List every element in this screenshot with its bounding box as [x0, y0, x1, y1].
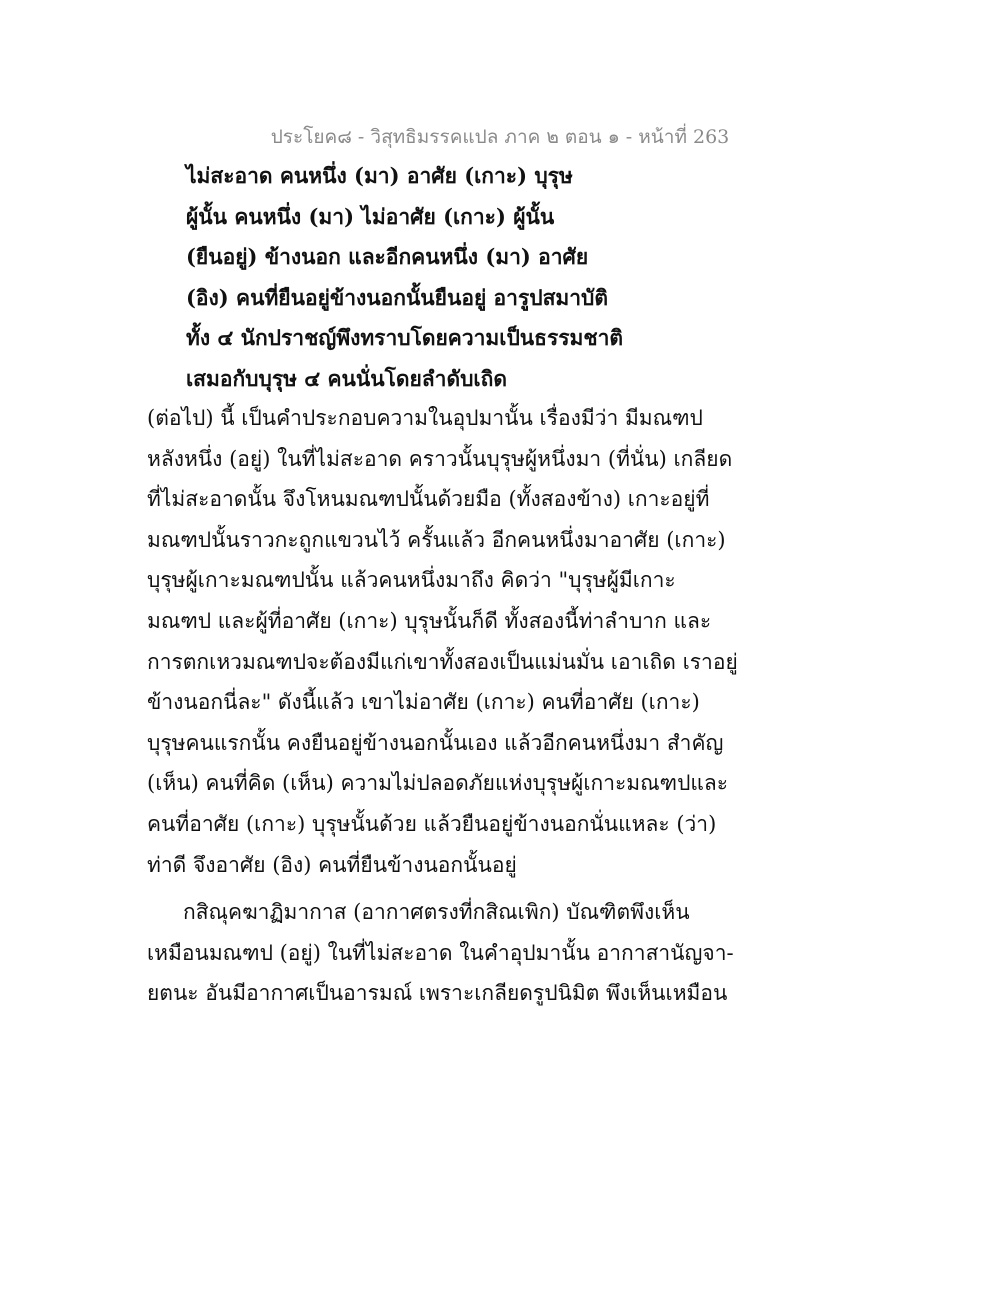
- text-line: (เห็น) คนที่คิด (เห็น) ความไม่ปลอดภัยแห่งบุรุษผู้เกาะมณฑปและ: [147, 771, 729, 796]
- text-line: เหมือนมณฑป (อยู่) ในที่ไม่สะอาด ในคำอุปมานั้น อากาสานัญจา-: [147, 940, 734, 965]
- paragraph-2: [147, 892, 867, 1014]
- bold-verse-line: (อิง) คนที่ยืนอยู่ข้างนอกนั้นยืนอยู่ อารูปสมาบัติ: [186, 284, 608, 310]
- text-line: ข้างนอกนี่ละ" ดังนี้แล้ว เขาไม่อาศัย (เกาะ) คนที่อาศัย (เกาะ): [147, 690, 700, 715]
- page-header: ประโยค๘ - วิสุทธิมรรคแปล ภาค ๒ ตอน ๑ - หน้าที่ 263: [270, 126, 730, 148]
- text-line: ยตนะ อันมีอากาศเป็นอารมณ์ เพราะเกลียดรูปนิมิต พึงเห็นเหมือน: [147, 981, 728, 1006]
- text-line: หลังหนึ่ง (อยู่) ในที่ไม่สะอาด คราวนั้นบุรุษผู้หนึ่งมา (ที่นั่น) เกลียด: [147, 446, 733, 471]
- body-text: [147, 398, 867, 1014]
- text-line: บุรุษผู้เกาะมณฑปนั้น แล้วคนหนึ่งมาถึง คิดว่า "บุรุษผู้มีเกาะ: [147, 568, 676, 593]
- bold-verse-line: ทั้ง ๔ นักปราชญ์พึงทราบโดยความเป็นธรรมชาติ: [186, 325, 624, 351]
- text-line: คนที่อาศัย (เกาะ) บุรุษนั้นด้วย แล้วยืนอยู่ข้างนอกนั่นแหละ (ว่า): [147, 811, 717, 836]
- text-line: การตกเหวมณฑปจะต้องมีแก่เขาทั้งสองเป็นแม่นมั่น เอาเถิด เราอยู่: [147, 649, 738, 674]
- bold-verse-line: ผู้นั้น คนหนึ่ง (มา) ไม่อาศัย (เกาะ) ผู้นั้น: [186, 203, 555, 229]
- bold-verse-block: [186, 156, 746, 400]
- paragraph-1: [147, 398, 867, 885]
- text-line: ที่ไม่สะอาดนั้น จึงโหนมณฑปนั้นด้วยมือ (ทั้งสองข้าง) เกาะอยู่ที่: [147, 487, 710, 512]
- text-line: กสิณุคฆาฏิมากาส (อากาศตรงที่กสิณเพิก) บัณฑิตพึงเห็น: [183, 900, 690, 925]
- text-line: มณฑป และผู้ที่อาศัย (เกาะ) บุรุษนั้นก็ดี ทั้งสองนี้ท่าลำบาก และ: [147, 608, 712, 633]
- text-line: บุรุษคนแรกนั้น คงยืนอยู่ข้างนอกนั้นเอง แล้วอีกคนหนึ่งมา สำคัญ: [147, 730, 724, 755]
- bold-verse-line: (ยืนอยู่) ข้างนอก และอีกคนหนึ่ง (มา) อาศัย: [186, 244, 589, 270]
- text-line: (ต่อไป) นี้ เป็นคำประกอบความในอุปมานั้น เรื่องมีว่า มีมณฑป: [147, 406, 703, 430]
- bold-verse-line: ไม่สะอาด คนหนึ่ง (มา) อาศัย (เกาะ) บุรุษ: [186, 163, 573, 188]
- text-line: ท่าดี จึงอาศัย (อิง) คนที่ยืนข้างนอกนั้นอยู่: [147, 852, 517, 877]
- text-line: มณฑปนั้นราวกะถูกแขวนไว้ ครั้นแล้ว อีกคนหนึ่งมาอาศัย (เกาะ): [147, 527, 726, 552]
- bold-verse-line: เสมอกับบุรุษ ๔ คนนั่นโดยลำดับเถิด: [186, 365, 507, 391]
